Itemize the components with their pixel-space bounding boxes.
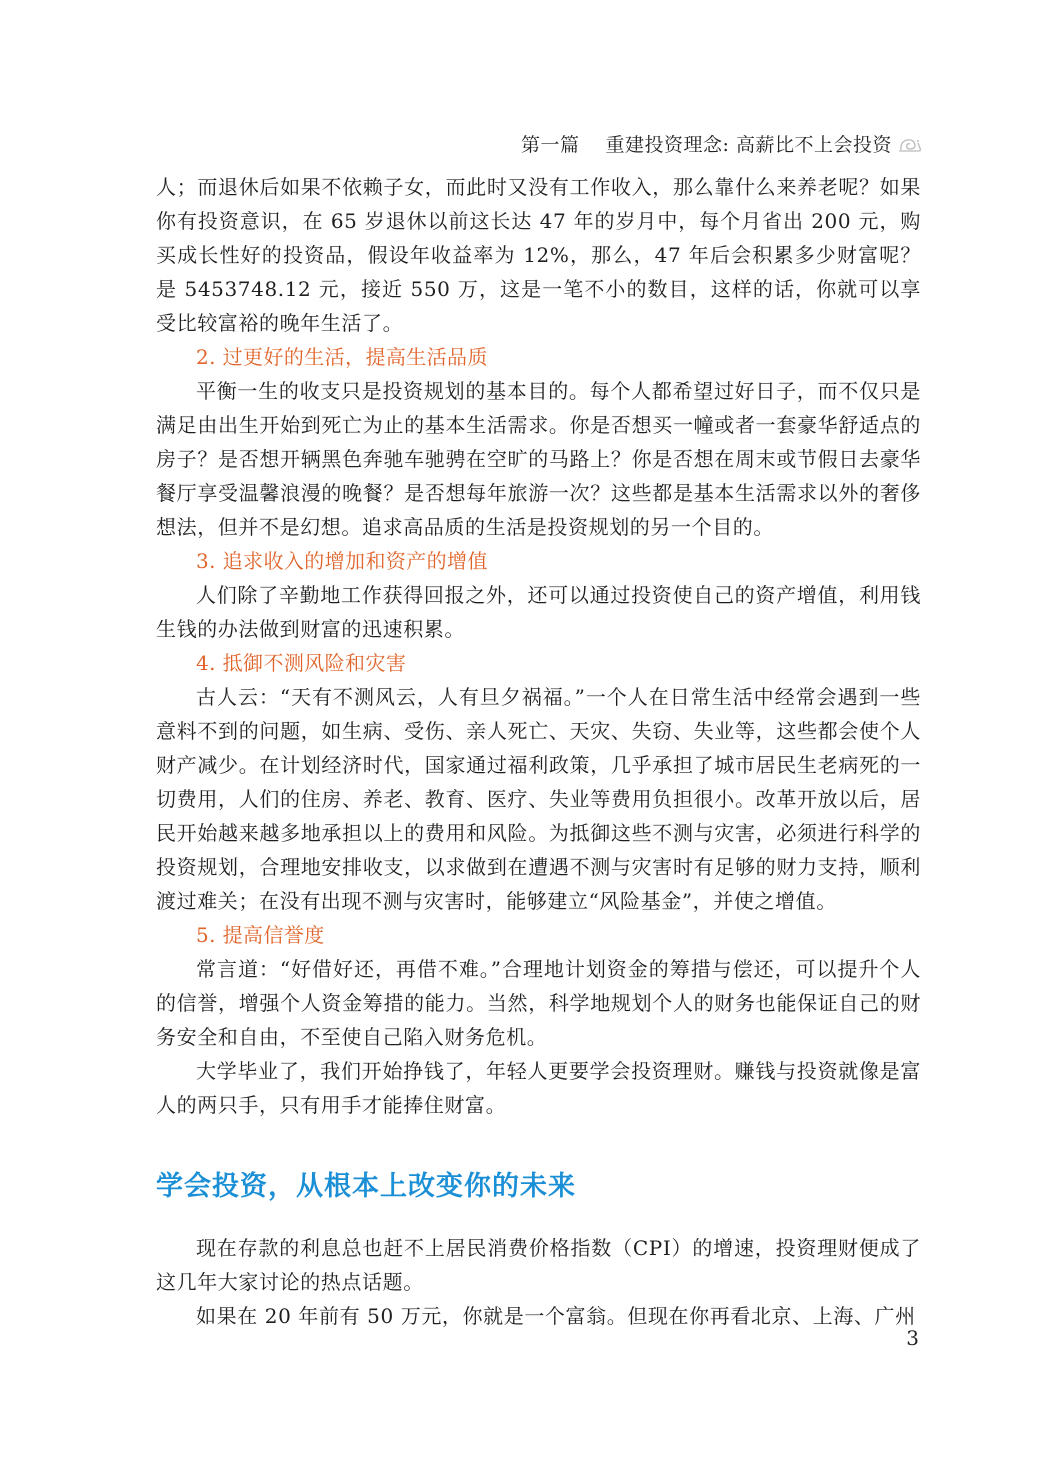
subheading-credit: 5. 提高信誉度 [196,923,325,947]
paragraph-income-growth: 人们除了辛勤地工作获得回报之外，还可以通过投资使自己的资产增值，利用钱生钱的办法做到财富的迅速积累。 [156,583,921,641]
section-title: 学会投资，从根本上改变你的未来 [156,1171,576,1202]
page-number: 3 [906,1326,919,1350]
paragraph-wealth: 如果在 20 年前有 50 万元，你就是一个富翁。但现在你再看北京、上海、广州 [196,1304,916,1328]
running-header [521,130,922,157]
paragraph-graduation: 大学毕业了，我们开始挣钱了，年轻人更要学会投资理财。赚钱与投资就像是富人的两只手，只有用手才能捧住财富。 [156,1059,921,1117]
snail-icon [898,134,922,154]
page-body [156,170,921,1333]
paragraph-cpi: 现在存款的利息总也赶不上居民消费价格指数（CPI）的增速，投资理财便成了这几年大家讨论的热点话题。 [156,1236,921,1294]
subheading-risk: 4. 抵御不测风险和灾害 [196,651,407,675]
subheading-better-life: 2. 过更好的生活，提高生活品质 [196,345,488,369]
subheading-income-growth: 3. 追求收入的增加和资产的增值 [196,549,488,573]
paragraph-credit: 常言道：“好借好还，再借不难。”合理地计划资金的筹措与偿还，可以提升个人的信誉，增强个人资金筹措的能力。当然，科学地规划个人的财务也能保证自己的财务安全和自由，不至使自己陷入财务危机。 [156,957,921,1049]
paragraph-risk: 古人云：“天有不测风云，人有旦夕祸福。”一个人在日常生活中经常会遇到一些意料不到的问题，如生病、受伤、亲人死亡、天灾、失窃、失业等，这些都会使个人财产减少。在计划经济时代，国家通过福利政策，几乎承担了城市居民生老病死的一切费用，人们的住房、养老、教育、医疗、失业等费用负担很小。改革开放以后，居民开始越来越多地承担以上的费用和风险。为抵御这些不测与灾害，必须进行科学的投资规划，合理地安排收支，以求做到在遭遇不测与灾害时有足够的财力支持，顺利渡过难关；在没有出现不测与灾害时，能够建立“风险基金”，并使之增值。 [156,685,921,913]
header-title: 重建投资理念: 高薪比不上会投资 [605,134,892,156]
header-part: 第一篇 [521,134,580,156]
paragraph-retirement: 人；而退休后如果不依赖子女，而此时又没有工作收入，那么靠什么来养老呢？如果你有投资意识，在 65 岁退休以前这长达 47 年的岁月中，每个月省出 200 元，购买成长性好的投资品，假设年收益率为 12%，那么，47 年后会积累多少财富呢？是 5453748.12 元，接近 550 万，这是一笔不小的数目，这样的话，你就可以享受比较富裕的晚年生活了。 [156,175,921,335]
paragraph-better-life: 平衡一生的收支只是投资规划的基本目的。每个人都希望过好日子，而不仅只是满足由出生开始到死亡为止的基本生活需求。你是否想买一幢或者一套豪华舒适点的房子？是否想开辆黑色奔驰车驰骋在空旷的马路上？你是否想在周末或节假日去豪华餐厅享受温馨浪漫的晚餐？是否想每年旅游一次？这些都是基本生活需求以外的奢侈想法，但并不是幻想。追求高品质的生活是投资规划的另一个目的。 [156,379,921,539]
